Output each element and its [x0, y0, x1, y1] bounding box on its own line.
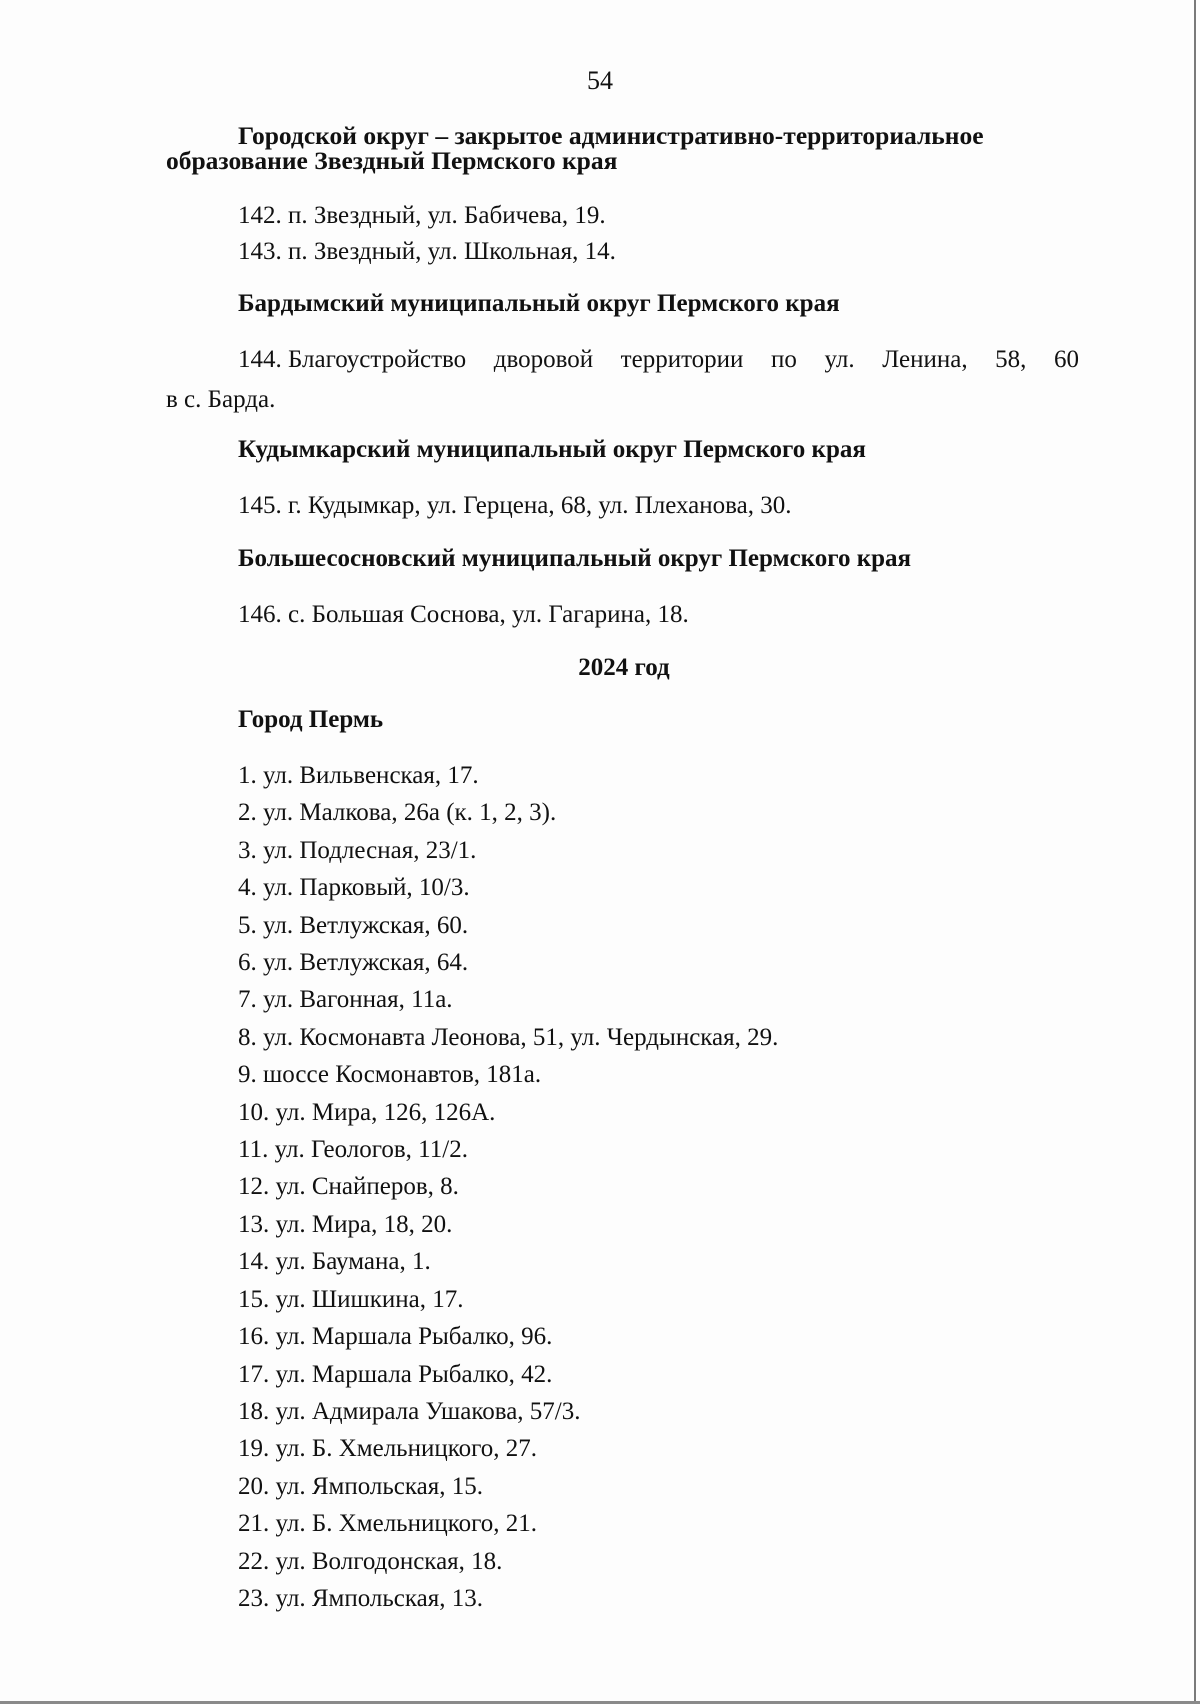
list-item: 19. ул. Б. Хмельницкого, 27. [238, 1435, 537, 1463]
section-heading-zato-line2: образование Звездный Пермского края [166, 146, 618, 175]
word: Ленина, [882, 346, 968, 373]
section-heading-perm: Город Пермь [238, 706, 384, 733]
section-heading-bardym: Бардымский муниципальный округ Пермского края [238, 290, 840, 317]
list-item: 2. ул. Малкова, 26а (к. 1, 2, 3). [238, 799, 557, 827]
list-item: 145. г. Кудымкар, ул. Герцена, 68, ул. Плеханова, 30. [238, 492, 792, 519]
list-item: 7. ул. Вагонная, 11а. [238, 986, 453, 1014]
list-item-continuation: в с. Барда. [166, 386, 276, 413]
word: 60 [1053, 346, 1079, 373]
section-heading-kudymkar: Кудымкарский муниципальный округ Пермского края [238, 436, 866, 463]
list-item: 10. ул. Мира, 126, 126А. [238, 1098, 496, 1126]
list-item: 22. ул. Волгодонская, 18. [238, 1547, 503, 1575]
year-heading: 2024 год [578, 654, 670, 681]
list-item: 5. ул. Ветлужская, 60. [238, 911, 469, 939]
list-item: 3. ул. Подлесная, 23/1. [238, 836, 477, 864]
list-item: 15. ул. Шишкина, 17. [238, 1285, 464, 1313]
list-item: 18. ул. Адмирала Ушакова, 57/3. [238, 1397, 581, 1425]
section-heading-bolshesosnovsky: Большесосновский муниципальный округ Пермского края [238, 545, 912, 572]
word: 58, [995, 346, 1027, 373]
list-item-justified [238, 342, 1079, 378]
word: 144. Благоустройство [238, 346, 467, 373]
list-item: 12. ул. Снайперов, 8. [238, 1173, 459, 1201]
perm-address-list [238, 757, 778, 1617]
page-edge-right [1194, 0, 1196, 1704]
list-item: 17. ул. Маршала Рыбалко, 42. [238, 1360, 553, 1388]
list-item: 9. шоссе Космонавтов, 181а. [238, 1061, 542, 1089]
list-item: 1. ул. Вильвенская, 17. [238, 762, 479, 789]
list-item: 146. с. Большая Соснова, ул. Гагарина, 18. [238, 601, 689, 628]
list-item: 8. ул. Космонавта Леонова, 51, ул. Чердынская, 29. [238, 1023, 779, 1051]
section-heading-zato-line1: Городской округ – закрытое административно-территориальное [238, 121, 984, 150]
word: дворовой [493, 346, 594, 373]
list-item: 142. п. Звездный, ул. Бабичева, 19. [238, 202, 606, 229]
list-item: 16. ул. Маршала Рыбалко, 96. [238, 1323, 553, 1351]
list-item: 11. ул. Геологов, 11/2. [238, 1136, 468, 1164]
list-item: 13. ул. Мира, 18, 20. [238, 1210, 453, 1238]
word: ул. [824, 346, 855, 373]
list-item: 20. ул. Ямпольская, 15. [238, 1472, 484, 1500]
list-item: 6. ул. Ветлужская, 64. [238, 949, 469, 977]
list-item: 23. ул. Ямпольская, 13. [238, 1584, 484, 1612]
list-item: 14. ул. Баумана, 1. [238, 1248, 431, 1276]
word: территории [620, 346, 744, 373]
word: по [771, 346, 797, 373]
list-item: 143. п. Звездный, ул. Школьная, 14. [238, 238, 616, 265]
page-number: 54 [587, 66, 613, 95]
list-item: 4. ул. Парковый, 10/3. [238, 874, 470, 902]
list-item: 21. ул. Б. Хмельницкого, 21. [238, 1510, 537, 1538]
